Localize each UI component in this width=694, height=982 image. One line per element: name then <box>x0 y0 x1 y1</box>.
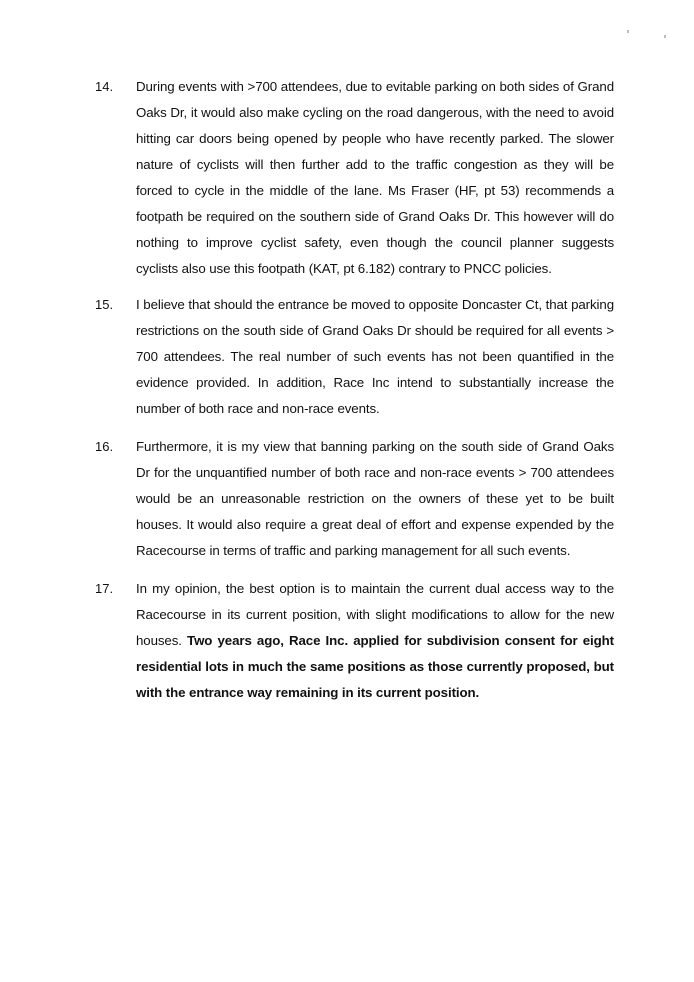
scan-speck <box>664 35 666 38</box>
paragraph-number: 14. <box>95 79 114 94</box>
paragraph-text: During events with >700 attendees, due to evitable parking on both sides of Grand Oaks Dr, it would also make cycling on the road dangerous, with the need to avoid hitting car doors being opened by people who have recently parked. The slower nature of cyclists will then further add to the traffic congestion as they will be forced to cycle in the middle of the lane. Ms Fraser (HF, pt 53) recommends a footpath be required on the southern side of Grand Oaks Dr. This however will do nothing to improve cyclist safety, even though the council planner suggests cyclists also use this footpath (KAT, pt 6.182) contrary to PNCC policies. <box>136 79 614 276</box>
paragraph-number: 15. <box>95 297 114 312</box>
paragraph-number: 16. <box>95 439 114 454</box>
paragraph-bold-text: Two years ago, Race Inc. applied for subdivision consent for eight residential lots in much the same positions as those currently proposed, but with the entrance way remaining in its current position. <box>136 633 614 700</box>
paragraph-regular-text: In my opinion, the best option is to maintain the current dual access way to the Racecourse in its current position, with slight modifications to allow for the new houses. <box>136 581 614 648</box>
scan-speck <box>627 30 629 33</box>
paragraph-text: I believe that should the entrance be moved to opposite Doncaster Ct, that parking restrictions on the south side of Grand Oaks Dr should be required for all events > 700 attendees. The real number of such events has not been quantified in the evidence provided. In addition, Race Inc intend to substantially increase the number of both race and non-race events. <box>136 297 614 416</box>
paragraph-number: 17. <box>95 581 114 596</box>
paragraph-text <box>136 576 614 706</box>
paragraph-text: Furthermore, it is my view that banning parking on the south side of Grand Oaks Dr for the unquantified number of both race and non-race events > 700 attendees would be an unreasonable restriction on the owners of these yet to be built houses. It would also require a great deal of effort and expense expended by the Racecourse in terms of traffic and parking management for all such events. <box>136 439 614 558</box>
